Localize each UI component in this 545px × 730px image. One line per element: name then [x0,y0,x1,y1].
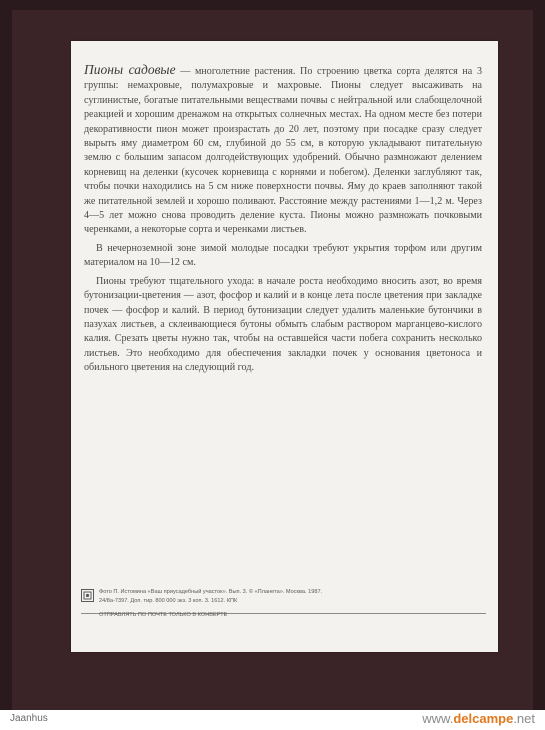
postcard-back [71,41,498,652]
winter-paragraph: В нечерноземной зоне зимой молодые посадки требуют укрытия торфом или другим материалом на 10—12 см. [84,242,482,269]
intro-paragraph [84,63,482,238]
intro-text: — многолетние растения. По строению цветка сорта делятся на 3 группы: немахровые, полумахровые и махровые. Пионы следует высаживать на суглинистые, богатые питательными веществами почвы с нейтральной или слабощелочной реакцией и хорошим дренажом на открытых солнечных местах. На одном месте без потери декоративности пион может произрастать до 20 лет, поэтому при посадке сразу следует вырыть яму диаметром 60 см, глубиной до 55 см, в которую укладывают питательную землю с большим запасом долгодействующих удобрений. Обычно размножают делением корневищ на деленки (кусочек корневища с корнями и побегом). Деленки заглубляют так, чтобы почки находились на 5 см ниже поверхности почвы. Яму до краев заполняют такой же питательной землей и хорошо поливают. Расстояние между растениями 1—1,2 м. Через 4—5 лет можно снова проводить деление куста. Пионы можно размножать почковыми черенками, а некоторые сорта и черенками листьев. [84,66,482,236]
card-title: Пионы садовые [84,62,176,77]
care-paragraph: Пионы требуют тщательного ухода: в начале роста необходимо вносить азот, во время бутонизации-цветения — азот, фосфор и калий и в конце лета после цветения при закладке почек — фосфор и калий. В период бутонизации следует удалить маленькие бутончики в пазухах листьев, а склеивающиеся бутоны обмыть слабым раствором марганцево-кислого калия. Срезать цветы нужно так, чтобы на оставшейся части побега сохранить несколько листьев. Это необходимо для обеспечения закладки почек у основания цветоноса и обильного цветения на следующий год. [84,275,482,374]
site-suffix: .net [513,711,535,726]
colophon-line-1: Фото П. Истомина «Ваш приусадебный участок». Вып. 3. © «Планета». Москва. 1987. [99,589,323,595]
site-brand: delcampe [453,711,514,726]
watermark-bar [0,710,545,730]
send-note: ОТПРАВЛЯТЬ ПО ПОЧТЕ ТОЛЬКО В КОНВЕРТЕ [99,612,228,618]
colophon-line-2: 24/8а-7397. Доп. тир. 800 000 экз. 3 коп. З. 1612. КПК [99,597,238,604]
colophon-lines [99,588,484,605]
publisher-logo-icon [81,589,94,602]
description-text [84,63,482,380]
seller-name: Jaanhus [10,713,48,724]
site-prefix: www. [422,711,454,726]
site-watermark [422,711,535,726]
